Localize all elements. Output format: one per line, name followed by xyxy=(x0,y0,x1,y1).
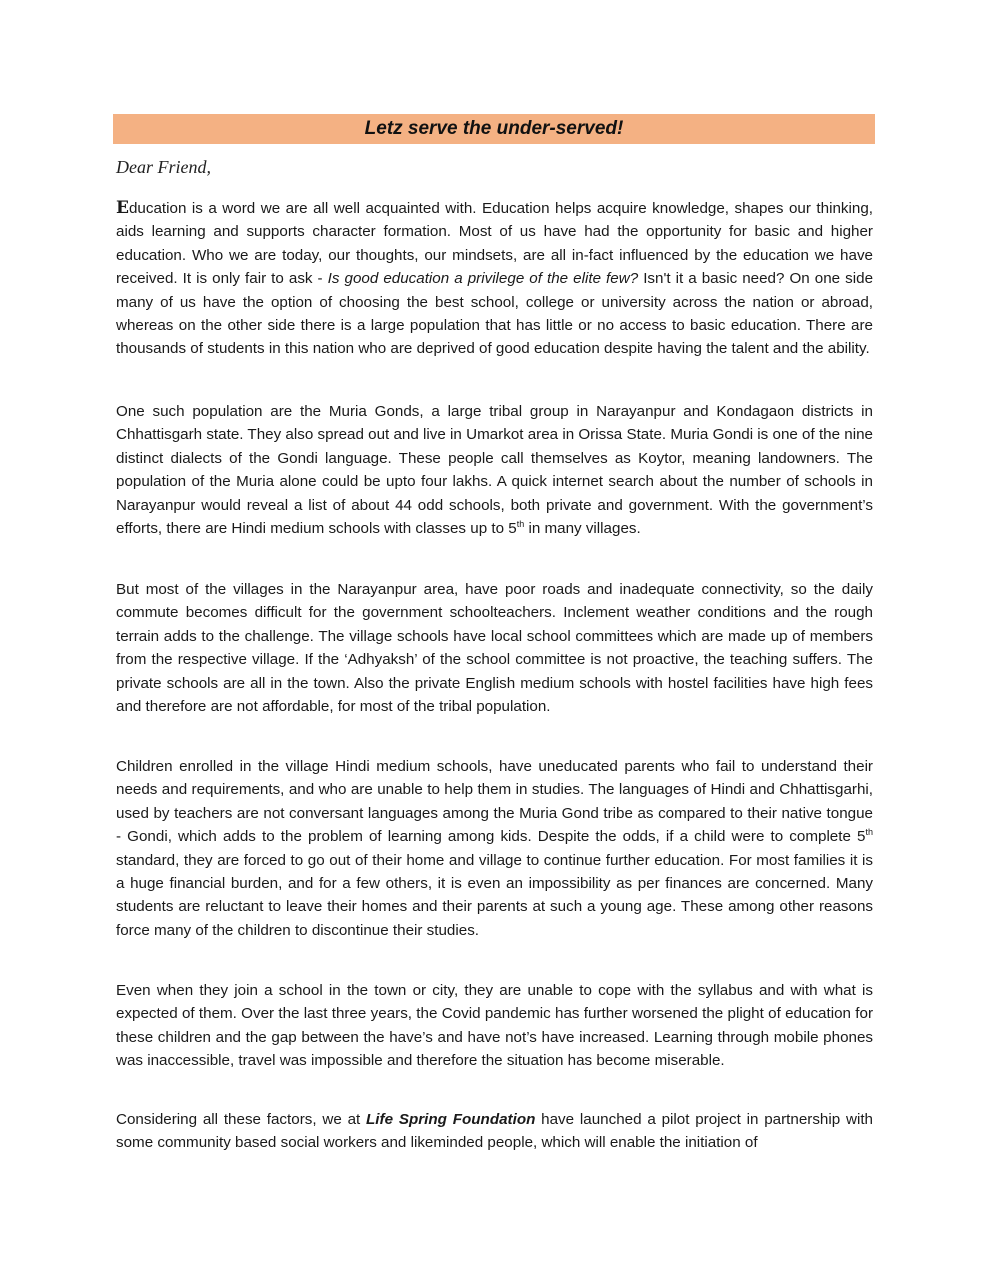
paragraph-3: But most of the villages in the Narayanpur area, have poor roads and inadequate connectivity, so the daily commute becomes difficult for the government schoolteachers. Inclement weather conditions and the rough terrain adds to the challenge. The village schools have local school committees which are made up of members from the respective village. If the ‘Adhyaksh’ of the school committee is not proactive, the teaching suffers. The private schools are all in the town. Also the private English medium schools with hostel facilities have high fees and therefore are not affordable, for most of the tribal population. xyxy=(116,581,873,716)
paragraph-text: ducation is a word we are all well acquainted with. Education helps acquire knowledge, shapes our thinking, aids learning and supports character formation. Most of us have had the opportunity for basic and higher education. Who we are today, our thoughts, our mindsets, are all in-fact influenced by the education we have received. It is only fair to ask - xyxy=(116,200,873,288)
paragraph-text: standard, they are forced to go out of their home and village to continue further education. For most families it is a huge financial burden, and for a few others, it is even an impossibility as per finances are concerned. Many students are reluctant to leave their homes and their parents at such a young age. These among other reasons force many of the children to discontinue their studies. xyxy=(116,851,873,939)
paragraph-2 xyxy=(116,400,873,540)
organization-name: Life Spring Foundation xyxy=(366,1111,536,1128)
paragraph-4 xyxy=(116,755,873,942)
paragraph-5: Even when they join a school in the town or city, they are unable to cope with the syllabus and with what is expected of them. Over the last three years, the Covid pandemic has further worsened the plight of education for these children and the gap between the have’s and have not’s have increased. Learning through mobile phones was inaccessible, travel was impossible and therefore the situation has become miserable. xyxy=(116,982,873,1070)
paragraph-text: have launched a pilot project in partnership with some community based social workers and likeminded people, which will enable the initiation of xyxy=(116,1111,873,1152)
paragraph-text: Children enrolled in the village Hindi medium schools, have uneducated parents who fail to understand their needs and requirements, and who are unable to help them in studies. The languages of Hindi and Chhattisgarhi, used by teachers are not conversant languages among the Muria Gond tribe as compared to their native tongue - Gondi, which adds to the problem of learning among kids. Despite the odds, if a child were to complete 5 xyxy=(116,758,873,846)
paragraph-text: Isn't it a basic need? On one side many of us have the option of choosing the best school, college or university across the nation or abroad, whereas on the other side there is a large population that has little or no access to basic education. There are thousands of students in this nation who are deprived of good education despite having the talent and the ability. xyxy=(116,270,874,358)
document-title: Letz serve the under-served! xyxy=(364,118,624,139)
title-banner xyxy=(113,114,875,144)
italic-question: Is good education a privilege of the elite few? xyxy=(327,270,639,288)
paragraph-text: One such population are the Muria Gonds, a large tribal group in Narayanpur and Kondagaon districts in Chhattisgarh state. They also spread out and live in Umarkot area in Orissa State. Muria Gondi is one of the nine distinct dialects of the Gondi language. These people call themselves as Koytor, meaning landowners. The population of the Muria alone could be upto four lakhs. A quick internet search about the number of schools in Narayanpur would reveal a list of about 44 odd schools, both private and government. With the government’s efforts, there are Hindi medium schools with classes up to 5 xyxy=(116,403,873,538)
superscript: th xyxy=(516,518,525,529)
paragraph-6 xyxy=(116,1108,873,1155)
paragraph-1 xyxy=(116,197,873,361)
paragraph-text: in many villages. xyxy=(524,520,641,538)
superscript: th xyxy=(865,827,873,838)
salutation: Dear Friend, xyxy=(116,157,211,177)
paragraph-text: Considering all these factors, we at xyxy=(116,1111,367,1128)
drop-cap: E xyxy=(116,198,129,218)
